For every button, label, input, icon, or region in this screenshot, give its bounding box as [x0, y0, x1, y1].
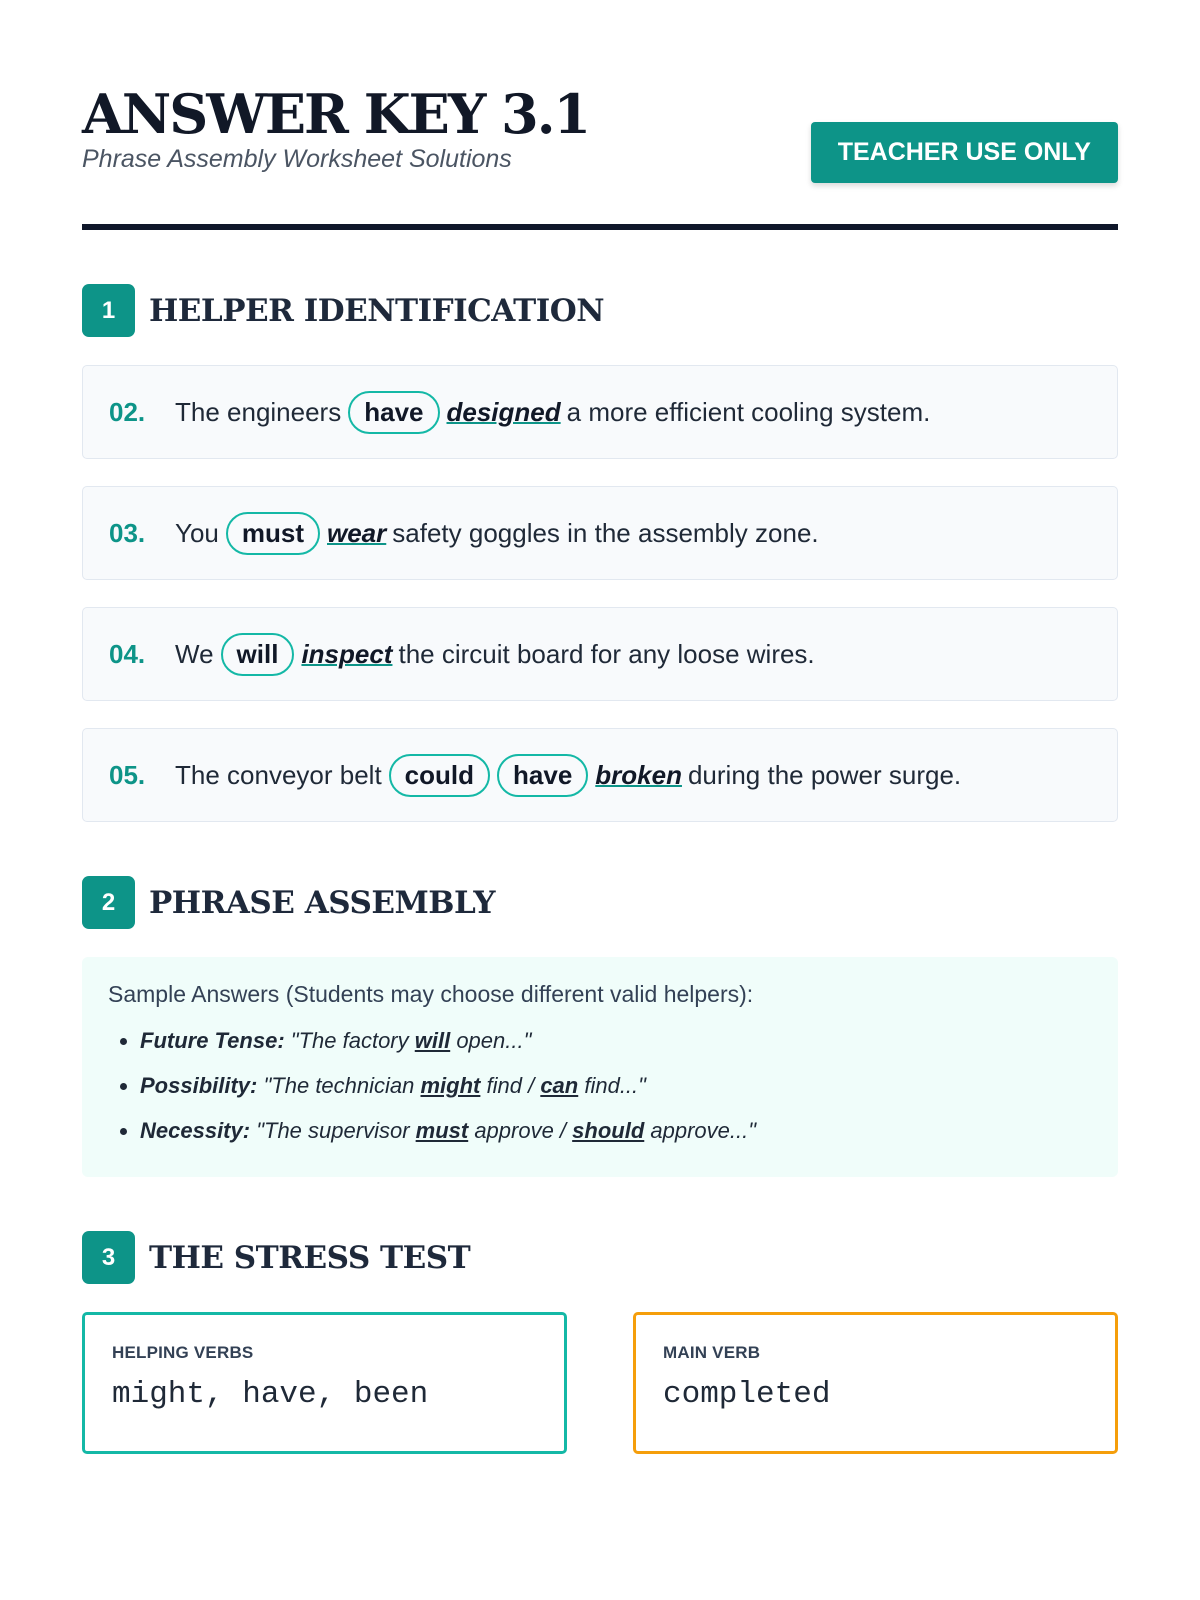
- sentence-text: You: [175, 517, 219, 548]
- answer-helper: should: [572, 1118, 645, 1143]
- main-verb: inspect: [301, 638, 393, 669]
- list-item: [140, 1073, 1092, 1099]
- main-verb-value: completed: [663, 1377, 831, 1412]
- helper-verb-pill: will: [221, 633, 295, 676]
- page-header: [82, 80, 1118, 230]
- section-number: 2: [82, 876, 135, 929]
- sentence-text: a more efficient cooling system.: [566, 396, 931, 427]
- answer-helper: might: [420, 1073, 481, 1098]
- answer-text: approve /: [468, 1118, 573, 1143]
- answer-text: approve...": [644, 1118, 757, 1143]
- helping-verbs-value: might, have, been: [112, 1377, 429, 1412]
- main-verb-label: MAIN VERB: [663, 1343, 761, 1362]
- helping-verbs-label: HELPING VERBS: [112, 1343, 254, 1362]
- question-sentence: [175, 754, 961, 797]
- list-item: [140, 1118, 1092, 1144]
- question-sentence: [175, 633, 815, 676]
- helper-verb-pill: must: [226, 512, 320, 555]
- page-title: ANSWER KEY 3.1: [82, 82, 590, 146]
- sentence-text: the circuit board for any loose wires.: [398, 638, 815, 669]
- section-number: 1: [82, 284, 135, 337]
- helper-verb-pill: have: [348, 391, 439, 434]
- answer-text: find...": [578, 1073, 646, 1098]
- sample-answers-list: [108, 1028, 1092, 1144]
- section-title: HELPER IDENTIFICATION: [149, 292, 605, 329]
- sentence-text: safety goggles in the assembly zone.: [392, 517, 819, 548]
- answer-text: open...": [450, 1028, 532, 1053]
- section-number: 3: [82, 1231, 135, 1284]
- answer-text: "The technician: [263, 1073, 421, 1098]
- section-3-header: [82, 1231, 1118, 1284]
- question-number: 02.: [109, 396, 146, 427]
- answer-text: find /: [480, 1073, 541, 1098]
- sample-answers-box: [82, 957, 1118, 1177]
- question-card: [82, 365, 1118, 459]
- answer-helper: must: [415, 1118, 469, 1143]
- question-sentence: [175, 512, 819, 555]
- section-2-header: [82, 876, 1118, 929]
- answer-helper: can: [540, 1073, 579, 1098]
- question-card: [82, 607, 1118, 701]
- answer-helper: will: [414, 1028, 451, 1053]
- title-block: [82, 80, 589, 174]
- section-title: PHRASE ASSEMBLY: [149, 884, 495, 921]
- main-verb: broken: [595, 759, 682, 790]
- page-subtitle: Phrase Assembly Worksheet Solutions: [82, 144, 512, 173]
- main-verb: designed: [446, 396, 561, 427]
- question-card: [82, 728, 1118, 822]
- teacher-use-badge: TEACHER USE ONLY: [811, 122, 1118, 183]
- question-card: [82, 486, 1118, 580]
- answer-text: "The factory: [290, 1028, 415, 1053]
- question-sentence: [175, 391, 930, 434]
- helper-verb-pill: have: [497, 754, 588, 797]
- sample-answers-intro: Sample Answers (Students may choose different valid helpers):: [108, 981, 754, 1007]
- question-number: 03.: [109, 517, 146, 548]
- main-verb: wear: [327, 517, 387, 548]
- sentence-text: The engineers: [175, 396, 342, 427]
- helping-verbs-box: [82, 1312, 567, 1454]
- answer-label: Future Tense:: [140, 1028, 285, 1053]
- stress-test-row: [82, 1312, 1118, 1454]
- sentence-text: We: [175, 638, 214, 669]
- sentence-text: during the power surge.: [687, 759, 962, 790]
- answer-label: Necessity:: [140, 1118, 251, 1143]
- question-number: 05.: [109, 759, 146, 790]
- section-title: THE STRESS TEST: [149, 1239, 471, 1276]
- main-verb-box: [633, 1312, 1118, 1454]
- helper-verb-pill: could: [389, 754, 490, 797]
- answer-text: "The supervisor: [256, 1118, 416, 1143]
- answer-label: Possibility:: [140, 1073, 258, 1098]
- sentence-text: The conveyor belt: [175, 759, 382, 790]
- list-item: [140, 1028, 1092, 1054]
- section-1-header: [82, 284, 1118, 337]
- question-number: 04.: [109, 638, 146, 669]
